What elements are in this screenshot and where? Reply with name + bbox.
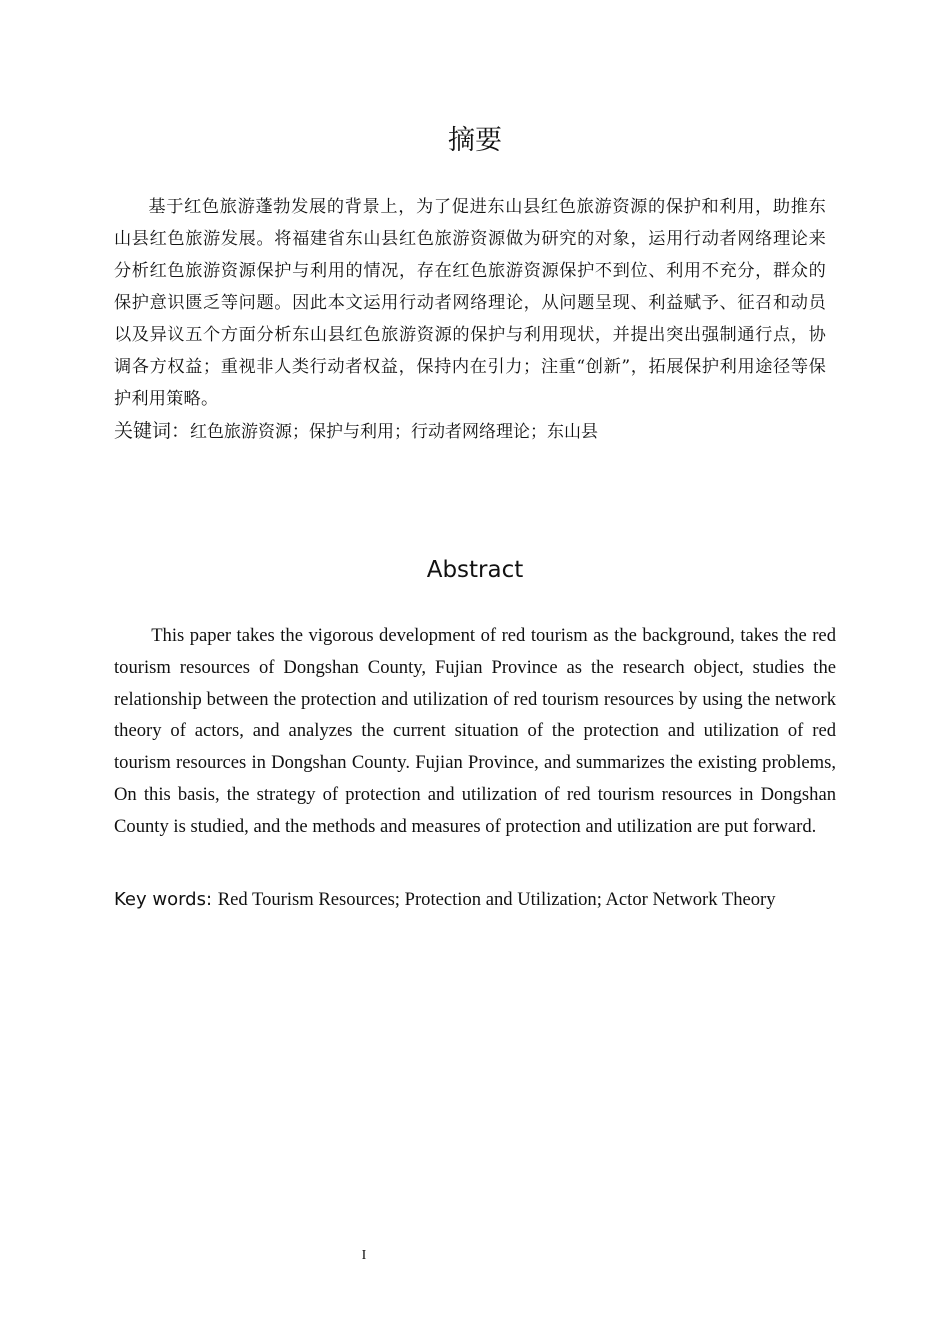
chinese-keywords [114,415,834,448]
page-number: I [361,1248,367,1263]
english-abstract-heading: Abstract [426,557,524,583]
english-abstract-body: This paper takes the vigorous development of red tourism as the background, takes the red tourism resources of Dongshan County, Fujian Province as the research object, studies the relationship between the protection and utilization of red tourism resources by using the network theory of actors, and analyzes the current situation of the protection and utilization of red tourism resources in Dongshan County. Fujian Province, and summarizes the existing problems, On this basis, the strategy of protection and utilization of red tourism resources in Dongshan County is studied, and the methods and measures of protection and utilization are put forward. [114,625,836,837]
chinese-keywords-label: 关键词： [114,420,191,442]
english-keywords-label: Key words: [114,889,218,910]
english-keywords [114,884,854,916]
chinese-abstract-heading: 摘要 [448,125,502,156]
english-keywords-text: Red Tourism Resources; Protection and Utilization; Actor Network Theory [217,889,776,910]
chinese-abstract-body: 基于红色旅游蓬勃发展的背景上，为了促进东山县红色旅游资源的保护和利用，助推东山县红色旅游发展。将福建省东山县红色旅游资源做为研究的对象，运用行动者网络理论来分析红色旅游资源保护与利用的情况，存在红色旅游资源保护不到位、利用不充分，群众的保护意识匮乏等问题。因此本文运用行动者网络理论，从问题呈现、利益赋予、征召和动员以及异议五个方面分析东山县红色旅游资源的保护与利用现状，并提出突出强制通行点，协调各方权益；重视非人类行动者权益，保持内在引力；注重“创新”，拓展保护利用途径等保护利用策略。 [114,197,826,409]
chinese-keywords-text: 红色旅游资源；保护与利用；行动者网络理论；东山县 [190,422,599,442]
